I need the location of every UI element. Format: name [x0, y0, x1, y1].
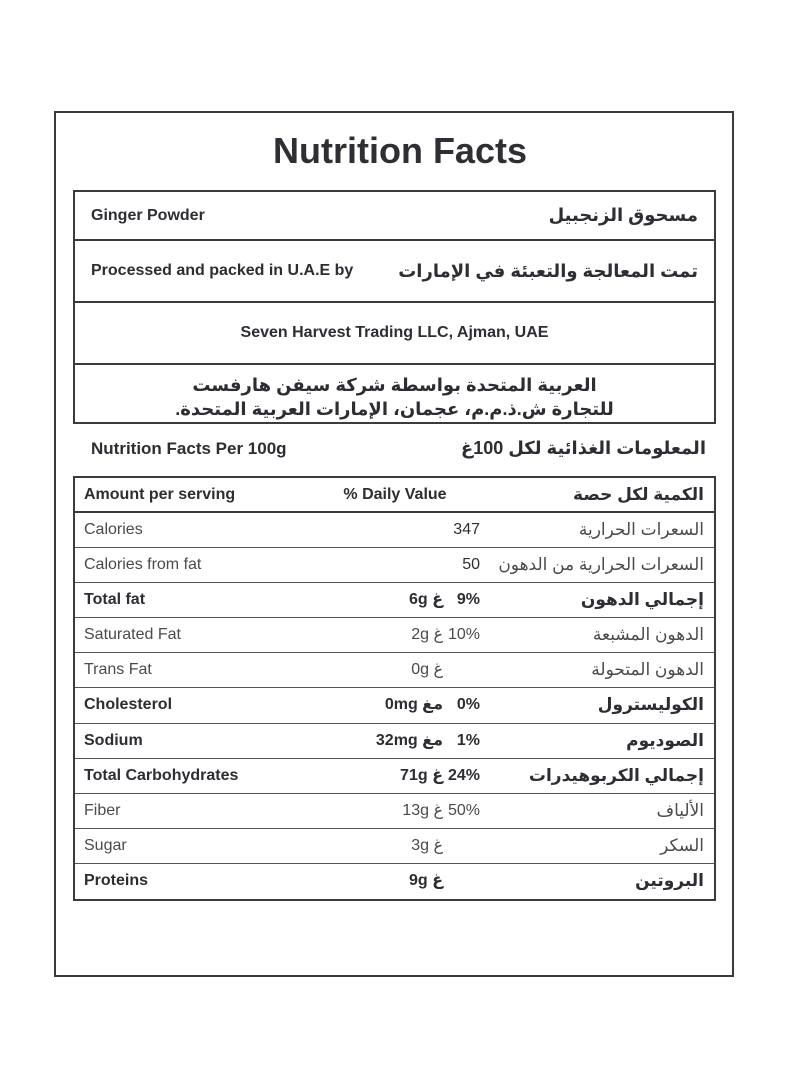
nutrient-amount: 0mg مغ	[384, 696, 443, 714]
per-100g-heading	[91, 438, 706, 459]
company-ar-line2: للتجارة ش.ذ.م.م، عجمان، الإمارات العربية المتحدة.	[175, 399, 614, 419]
nutrient-name-ar: السكر	[660, 835, 704, 855]
table-row	[75, 618, 714, 653]
nutrient-daily-value: 347	[453, 521, 480, 538]
nutrient-name-ar: إجمالي الدهون	[580, 590, 704, 610]
product-info-box	[73, 190, 716, 424]
page-title: Nutrition Facts	[272, 130, 527, 171]
per-100g-ar: المعلومات الغذائية لكل 100غ	[460, 438, 706, 458]
table-row	[75, 583, 714, 618]
nutrient-name: Sugar	[84, 836, 127, 854]
nutrient-name-ar: الدهون المتحولة	[591, 660, 704, 680]
company-ar	[75, 365, 714, 421]
header-daily-value: % Daily Value	[343, 486, 447, 503]
table-row	[75, 794, 714, 829]
nutrient-name: Saturated Fat	[84, 626, 181, 644]
nutrient-name-ar: إجمالي الكربوهيدرات	[528, 765, 704, 785]
nutrient-amount: 6g غ	[408, 591, 443, 609]
product-name-ar: مسحوق الزنجبيل	[548, 205, 698, 225]
nutrient-name: Fiber	[84, 801, 121, 819]
nutrient-daily-value: 0%	[456, 696, 480, 714]
header-amount: Amount per serving	[84, 486, 236, 503]
nutrient-daily-value: 9%	[456, 591, 480, 609]
table-row	[75, 548, 714, 583]
nutrient-name-ar: البروتين	[635, 870, 704, 890]
nutrient-name: Total fat	[84, 591, 146, 609]
nutrient-name: Cholesterol	[84, 696, 173, 714]
nutrient-name-ar: الألياف	[656, 800, 704, 820]
nutrient-name-ar: الصوديوم	[626, 730, 704, 750]
nutrient-name: Calories	[84, 521, 143, 538]
nutrient-daily-value: 24%	[447, 766, 480, 784]
nutrient-daily-value: 50	[462, 556, 480, 574]
company-ar-line1: العربية المتحدة بواسطة شركة سيفن هارفست	[192, 375, 597, 395]
table-row	[75, 653, 714, 688]
table-row	[75, 688, 714, 723]
nutrient-amount: 13g غ	[402, 801, 443, 819]
processed-row	[75, 241, 714, 303]
table-row	[75, 759, 714, 794]
nutrient-name-ar: السعرات الحرارية من الدهون	[498, 555, 704, 575]
nutrient-amount: 0g غ	[411, 661, 443, 679]
nutrient-daily-value: 1%	[456, 731, 480, 749]
nutrient-amount: 32mg مغ	[375, 731, 443, 749]
nutrient-name: Total Carbohydrates	[84, 766, 239, 784]
nutrient-name-ar: الدهون المشبعة	[592, 625, 704, 645]
table-row	[75, 829, 714, 864]
product-name-row	[75, 192, 714, 241]
header-ar: الكمية لكل حصة	[573, 485, 704, 504]
company-ar-row	[75, 365, 714, 422]
table-row	[75, 724, 714, 759]
nutrient-amount: 3g غ	[411, 836, 443, 854]
nutrient-daily-value: 50%	[447, 801, 480, 819]
nutrient-amount: 9g غ	[408, 871, 443, 889]
company-row	[75, 303, 714, 365]
table-row	[75, 513, 714, 548]
nutrient-name: Proteins	[84, 871, 149, 889]
nutrient-amount: 2g غ	[411, 626, 443, 644]
product-name-en: Ginger Powder	[91, 206, 205, 224]
nutrient-amount: 71g غ	[400, 766, 443, 784]
nutrient-name: Sodium	[84, 731, 143, 749]
per-100g-en: Nutrition Facts Per 100g	[91, 438, 287, 458]
company-en: Seven Harvest Trading LLC, Ajman, UAE	[240, 324, 549, 341]
nutrition-table	[73, 476, 716, 901]
table-row	[75, 864, 714, 899]
table-header	[75, 478, 714, 513]
nutrient-name-ar: الكوليسترول	[597, 695, 704, 715]
nutrient-name-ar: السعرات الحرارية	[578, 520, 704, 539]
nutrient-daily-value: 10%	[447, 626, 480, 644]
nutrient-name: Calories from fat	[84, 556, 202, 574]
nutrient-name: Trans Fat	[84, 661, 152, 679]
processed-ar: تمت المعالجة والتعبئة في الإمارات	[398, 260, 698, 281]
processed-en: Processed and packed in U.A.E by	[91, 262, 354, 279]
